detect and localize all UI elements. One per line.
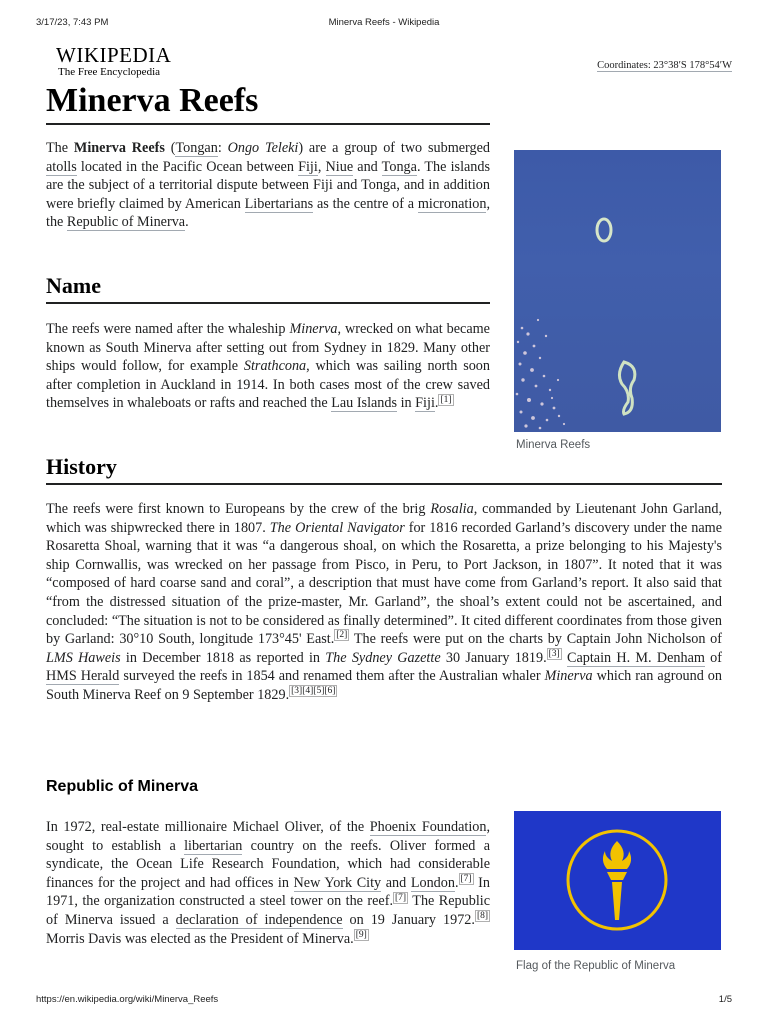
reference-link[interactable]: [9] xyxy=(355,929,367,940)
minerva-reefs-satellite-image[interactable] xyxy=(514,150,721,432)
reference-link[interactable]: [2] xyxy=(336,630,348,641)
print-page-number: 1/5 xyxy=(718,994,732,1005)
reef-satellite-graphic xyxy=(514,150,721,432)
link-republic-of-minerva[interactable]: Republic of Minerva xyxy=(66,214,186,231)
reefs-image-caption: Minerva Reefs xyxy=(516,439,591,451)
link-london[interactable]: London xyxy=(410,874,455,891)
bold-term: Minerva Reefs xyxy=(73,140,165,156)
link-atolls[interactable]: atolls xyxy=(46,158,77,175)
link-new-york-city[interactable]: New York City xyxy=(293,874,382,891)
link-tonga[interactable]: Tonga xyxy=(381,158,417,175)
link-fiji[interactable]: Fiji xyxy=(298,158,318,175)
link-hms-herald[interactable]: HMS Herald xyxy=(46,668,120,685)
link-libertarians[interactable]: Libertarians xyxy=(244,195,314,212)
reference-link[interactable]: [8] xyxy=(476,911,489,922)
section-heading-history: History xyxy=(46,454,117,479)
link-lau-islands[interactable]: Lau Islands xyxy=(331,395,398,412)
coordinates-link[interactable]: Coordinates: 23°38′S 178°54′W xyxy=(597,60,732,71)
republic-paragraph: In 1972, real-estate millionaire Michael Oliver, of the Phoenix Foundation, sought to establish a libertarian country on the reefs. Oliver formed a syndicate, the Ocean Life Research Foundation, which had considerable finances for the project and had offices in New York City and London. [7] In 1971, the organization constructed a steel tower on the reef. [7] The Republic of Minerva issued a declaration of independence on 19 January 1972. [8] Morris Davis was elected as the President of Minerva. [9] xyxy=(46,819,491,947)
print-url: https://en.wikipedia.org/wiki/Minerva_Reefs xyxy=(36,994,219,1005)
flag-republic-of-minerva-image[interactable] xyxy=(514,811,721,950)
reference-link[interactable]: [3][4][5][6] xyxy=(291,686,336,697)
link-libertarian[interactable]: libertarian xyxy=(184,837,243,854)
name-paragraph: The reefs were named after the whaleship Minerva, wrecked on what became known as South Minerva after setting out from Sydney in 1829. Many other ships would follow, for example Strathcona, which was sailing north soon after completion in Auckland in 1914. In both cases most of the crew saved themselves in whaleboats or rafts and reached the Lau Islands in Fiji. [1] xyxy=(46,321,490,412)
print-page-title: Minerva Reefs - Wikipedia xyxy=(328,17,440,28)
subsection-heading-republic: Republic of Minerva xyxy=(46,778,199,795)
reference-link[interactable]: [7] xyxy=(460,874,472,885)
reference-link[interactable]: [1] xyxy=(440,394,452,405)
logo-tagline: The Free Encyclopedia xyxy=(58,66,161,78)
link-micronation[interactable]: micronation xyxy=(417,195,487,212)
flag-image-caption: Flag of the Republic of Minerva xyxy=(516,960,676,972)
link-niue[interactable]: Niue xyxy=(325,158,354,175)
logo-wordmark: WIKIPEDIA xyxy=(56,43,172,67)
intro-paragraph: The Minerva Reefs (Tongan: Ongo Teleki) are a group of two submerged atolls located in the Pacific Ocean between Fiji, Niue and Tonga. The islands are the subject of a territorial dispute between Fiji and Tonga, and in addition were briefly claimed by American Libertarians as the centre of a micronation, the Republic of Minerva. xyxy=(46,140,491,231)
section-divider xyxy=(46,302,490,304)
link-phoenix-foundation[interactable]: Phoenix Foundation xyxy=(369,819,487,835)
history-paragraph: The reefs were first known to Europeans by the crew of the brig Rosalia, commanded by Lieutenant John Garland, which was shipwrecked there in 1807. The Oriental Navigator for 1816 recorded Garland’s discovery under the name Rosaretta Shoal, warning that it was “a dangerous shoal, on which the Rosaretta, a prize belonging to his Majesty's ship Cornwallis, was wrecked on her passage from Pisco, in Peru, to Port Jackson, in 1807”. It noted that it was “composed of hard coarse sand and coral”, a description that must have come from Garland’s report. It also said that “from the distressed situation of the prize-master, Mr. Garland”, the shoal’s extent could not be ascertained, and concluded: “The situation is not to be considered as finally determined”. It cited different coordinates from those given by Garland: 30°10 South, longitude 173°45' East. [2] The reefs were put on the charts by Captain John Nicholson of LMS Haweis in December 1818 as reported in The Sydney Gazette 30 January 1819. [3] Captain H. M. Denham of HMS Herald surveyed the reefs in 1854 and renamed them after the Australian whaler Minerva which ran aground on South Minerva Reef on 9 September 1829. [3][4][5][6] xyxy=(46,501,723,703)
link-fiji[interactable]: Fiji xyxy=(415,395,435,412)
wikipedia-logo[interactable] xyxy=(56,44,171,79)
title-divider xyxy=(46,123,490,125)
link-tongan[interactable]: Tongan xyxy=(175,140,218,156)
reference-link[interactable]: [7] xyxy=(395,892,407,903)
reference-link[interactable]: [3] xyxy=(548,649,560,660)
link-declaration-of-independence[interactable]: declaration of independence xyxy=(175,911,343,928)
page-title: Minerva Reefs xyxy=(46,82,259,119)
section-heading-name: Name xyxy=(46,273,101,298)
print-datetime: 3/17/23, 7:43 PM xyxy=(36,17,109,28)
torch-emblem-icon xyxy=(514,811,721,950)
section-divider xyxy=(46,483,722,485)
link-captain-denham[interactable]: Captain H. M. Denham xyxy=(566,649,705,666)
